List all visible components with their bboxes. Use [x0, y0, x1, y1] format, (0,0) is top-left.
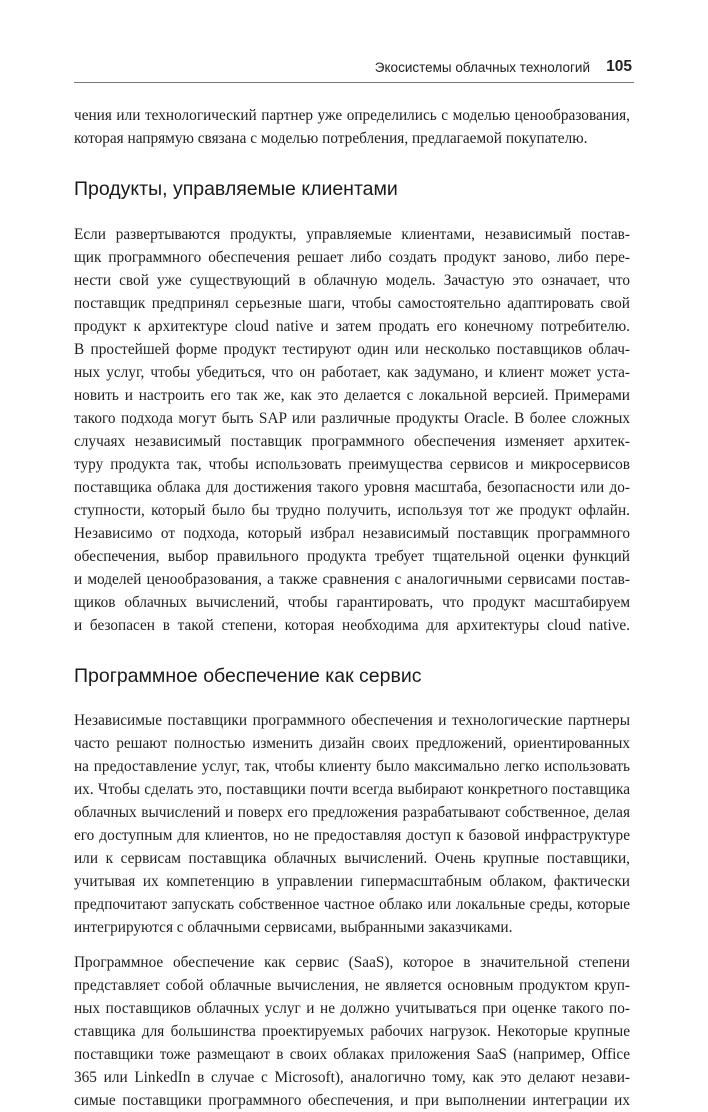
text-line: ных поставщиков облачных услуг и не должно учитываться при оценке такого по-: [74, 1000, 630, 1017]
section2-paragraph-2: [74, 951, 630, 1112]
text-line: предпочитают запускать собственное частное облако или локальные среды, которые: [74, 896, 630, 913]
running-header: [74, 52, 634, 83]
page-number: 105: [606, 58, 632, 75]
intro-paragraph: [74, 104, 630, 150]
text-line: щик программного обеспечения решает либо создать продукт заново, либо пере-: [74, 249, 630, 266]
text-line: представляет собой облачные вычисления, не является основным продуктом круп-: [74, 977, 630, 994]
text-line: 365 или LinkedIn в случае с Microsoft), аналогично тому, как это делают незави-: [74, 1069, 630, 1086]
text-line: интегрируются с облачными сервисами, выбранными заказчиками.: [74, 919, 513, 936]
text-line: Независимые поставщики программного обеспечения и технологические партнеры: [74, 712, 630, 729]
text-line: ставщика для большинства проектируемых рабочих нагрузок. Некоторые крупные: [74, 1023, 630, 1040]
text-line: щиков облачных вычислений, чтобы гарантировать, что продукт масштабируем: [74, 594, 630, 611]
text-line: и моделей ценообразования, а также сравнения с аналогичными сервисами постав-: [74, 571, 630, 588]
chapter-title: Экосистемы облачных технологий: [374, 60, 590, 75]
text-line: чения или технологический партнер уже определились с моделью ценообразования,: [74, 107, 630, 124]
text-line: на предоставление услуг, так, чтобы клиенту было максимально легко использовать: [74, 758, 630, 775]
section1-paragraph: [74, 223, 630, 637]
text-line: нести свой уже существующий в облачную модель. Зачастую это означает, что: [74, 272, 630, 289]
text-line: их. Чтобы сделать это, поставщики почти всегда выбирают конкретного поставщика: [74, 781, 630, 798]
text-line: Если развертываются продукты, управляемые клиентами, независимый постав-: [74, 226, 630, 243]
text-line: Программное обеспечение как сервис (SaaS), которое в значительной степени: [74, 954, 630, 971]
text-line: Независимо от подхода, который избрал независимый поставщик программного: [74, 525, 630, 542]
text-line: В простейшей форме продукт тестируют один или несколько поставщиков облач-: [74, 341, 630, 358]
text-line: облачных вычислений и поверх его предложения разрабатывают собственное, делая: [74, 804, 630, 821]
section2-paragraph-1: [74, 709, 630, 939]
text-line: или к сервисам поставщика облачных вычислений. Очень крупные поставщики,: [74, 850, 630, 867]
text-line: туру продукта так, чтобы использовать преимущества сервисов и микросервисов: [74, 456, 630, 473]
text-line: которая напрямую связана с моделью потребления, предлагаемой покупателю.: [74, 130, 588, 147]
text-line: его доступным для клиентов, но не предоставляя доступ к базовой инфраструктуре: [74, 827, 630, 844]
text-line: новить и настроить его так же, как это делается с локальной версией. Примерами: [74, 387, 630, 404]
text-line: учитывая их компетенцию в управлении гипермасштабным облаком, фактически: [74, 873, 630, 890]
text-line: поставщика облака для достижения такого уровня масштаба, безопасности или до-: [74, 479, 630, 496]
section-heading-saas: Программное обеспечение как сервис: [74, 665, 422, 687]
text-line: ных услуг, чтобы убедиться, что он работает, как задумано, и клиент может уста-: [74, 364, 630, 381]
text-line: часто решают полностью изменить дизайн своих предложений, ориентированных: [74, 735, 630, 752]
text-line: поставщик предпринял серьезные шаги, чтобы самостоятельно адаптировать свой: [74, 295, 630, 312]
text-line: продукт к архитектуре cloud native и затем продать его конечному потребителю.: [74, 318, 630, 335]
text-line: такого подхода могут быть SAP или различные продукты Oracle. В более сложных: [74, 410, 630, 427]
page-body: [74, 104, 630, 1112]
text-line: и безопасен в такой степени, которая необходима для архитектуры cloud native.: [74, 617, 630, 634]
section-heading-customer-managed-products: Продукты, управляемые клиентами: [74, 178, 398, 200]
text-line: ступности, который было бы трудно получить, используя тот же продукт офлайн.: [74, 502, 630, 519]
text-line: поставщики тоже размещают в своих облаках приложения SaaS (например, Office: [74, 1046, 630, 1063]
text-line: обеспечения, выбор правильного продукта требует тщательной оценки функций: [74, 548, 630, 565]
paragraph-gap: [74, 939, 630, 951]
text-line: случаях независимый поставщик программного обеспечения изменяет архитек-: [74, 433, 630, 450]
text-line: симые поставщики программного обеспечения, и при выполнении интеграции их: [74, 1092, 630, 1109]
